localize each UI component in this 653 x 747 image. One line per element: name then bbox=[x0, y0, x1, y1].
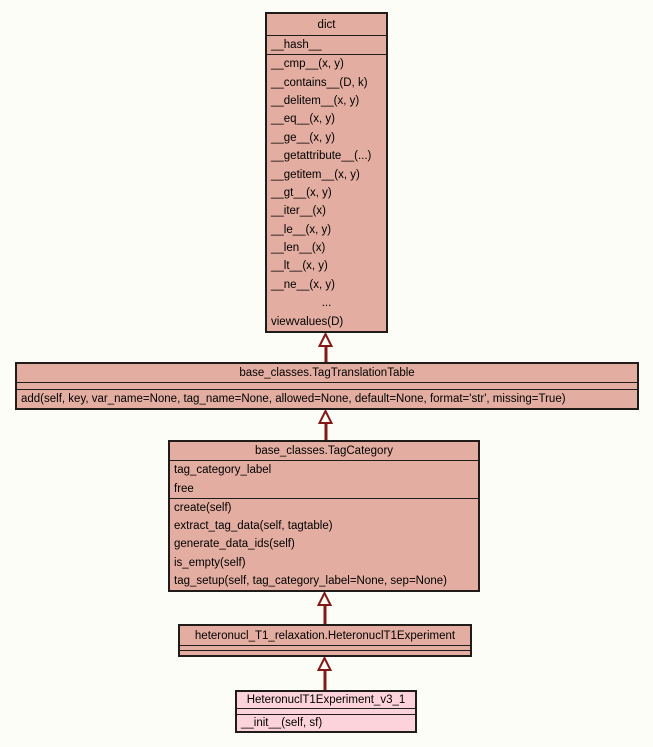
methods-compartment bbox=[237, 715, 415, 731]
method-row: __cmp__(x, y) bbox=[271, 58, 344, 71]
method-row: viewvalues(D) bbox=[271, 315, 344, 328]
arrow-tagtranslationtable-to-dict bbox=[318, 333, 333, 362]
class-box-heteronuclt1experiment[interactable] bbox=[178, 624, 472, 657]
method-row: __le__(x, y) bbox=[271, 223, 332, 236]
method-row: __ne__(x, y) bbox=[271, 278, 335, 291]
method-row: __getitem__(x, y) bbox=[271, 168, 360, 181]
method-row: __ge__(x, y) bbox=[271, 131, 335, 144]
methods-compartment bbox=[267, 55, 386, 331]
method-row: extract_tag_data(self, tagtable) bbox=[174, 520, 333, 533]
method-row: generate_data_ids(self) bbox=[174, 538, 295, 551]
class-title: base_classes.TagTranslationTable bbox=[17, 364, 637, 383]
attribute-row: tag_category_label bbox=[174, 464, 272, 477]
class-title: dict bbox=[267, 14, 386, 36]
class-box-heteronuclt1experiment-v3-1[interactable] bbox=[235, 690, 417, 733]
arrow-v3-1-to-heteronuclt1experiment bbox=[317, 657, 332, 690]
arrow-heteronuclt1experiment-to-tagcategory bbox=[317, 592, 332, 624]
method-row: tag_setup(self, tag_category_label=None, sep=None) bbox=[174, 574, 447, 587]
class-box-dict[interactable] bbox=[265, 12, 388, 333]
attributes-compartment bbox=[267, 36, 386, 55]
method-row: __len__(x) bbox=[271, 242, 326, 255]
method-row: __gt__(x, y) bbox=[271, 186, 332, 199]
method-row: __eq__(x, y) bbox=[271, 113, 335, 126]
attribute-row: __hash__ bbox=[271, 39, 322, 51]
attribute-row: free bbox=[174, 482, 194, 495]
class-box-tagtranslationtable[interactable] bbox=[15, 362, 639, 410]
arrow-shaft bbox=[324, 422, 327, 440]
class-box-tagcategory[interactable] bbox=[168, 440, 480, 592]
method-row: __getattribute__(...) bbox=[271, 150, 372, 163]
arrow-tagcategory-to-tagtranslationtable bbox=[318, 410, 333, 440]
class-title: heteronucl_T1_relaxation.HeteronuclT1Experiment bbox=[180, 626, 470, 646]
class-title: base_classes.TagCategory bbox=[170, 442, 478, 461]
method-row: __contains__(D, k) bbox=[271, 76, 368, 89]
methods-compartment bbox=[17, 390, 637, 408]
class-title: HeteronuclT1Experiment_v3_1 bbox=[237, 692, 415, 709]
attributes-compartment bbox=[17, 383, 637, 390]
method-row: __init__(self, sf) bbox=[241, 717, 323, 729]
method-row: __lt__(x, y) bbox=[271, 260, 328, 273]
method-row: __delitem__(x, y) bbox=[271, 94, 360, 107]
attributes-compartment bbox=[170, 461, 478, 499]
method-row: create(self) bbox=[174, 502, 232, 515]
arrow-shaft bbox=[323, 604, 326, 624]
method-row: is_empty(self) bbox=[174, 556, 246, 569]
method-row: __iter__(x) bbox=[271, 205, 326, 218]
methods-compartment bbox=[170, 499, 478, 590]
arrow-shaft bbox=[324, 345, 327, 362]
method-row: ... bbox=[321, 297, 332, 310]
arrow-shaft bbox=[323, 669, 326, 690]
method-row: add(self, key, var_name=None, tag_name=None, allowed=None, default=None, format='str', missing=True) bbox=[21, 393, 566, 405]
methods-compartment bbox=[180, 651, 470, 655]
